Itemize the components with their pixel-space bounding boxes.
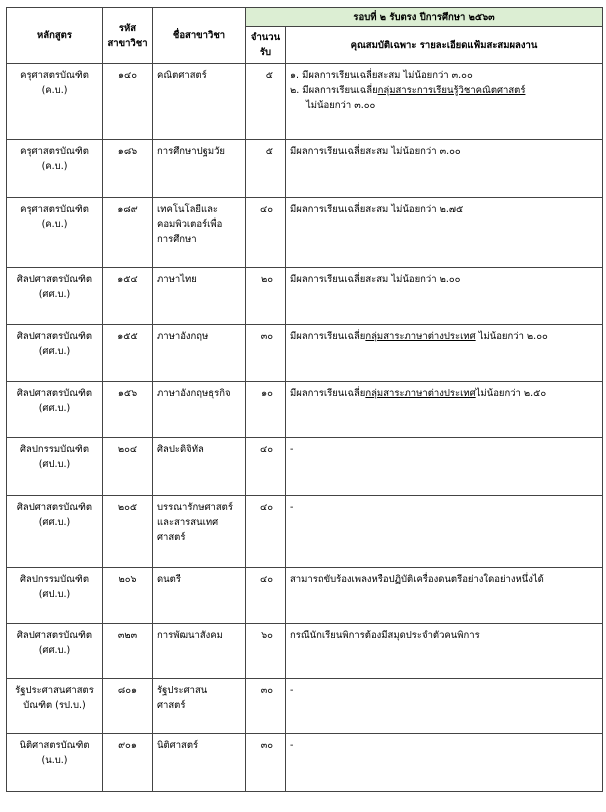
qualifications: มีผลการเรียนเฉลี่ยสะสม ไม่น้อยกว่า ๒.๐๐ [286, 268, 603, 325]
major-name: ดนตรี [153, 568, 246, 624]
admission-count: ๔๐ [246, 568, 286, 624]
program-name: ครุศาสตรบัณฑิต [20, 70, 89, 81]
qualifications: มีผลการเรียนเฉลี่ยสะสม ไม่น้อยกว่า ๒.๗๕ [286, 198, 603, 268]
table-row [7, 140, 603, 198]
admission-count: ๓๐ [246, 325, 286, 382]
major-code: ๒๐๖ [103, 568, 153, 624]
qualifications [286, 64, 603, 140]
table-row [7, 64, 603, 140]
program-abbr: (ค.บ.) [41, 219, 68, 230]
admission-count: ๔๐ [246, 198, 286, 268]
program-name: ครุศาสตรบัณฑิต [20, 204, 89, 215]
major-code: ๑๘๙ [103, 198, 153, 268]
major-code: ๒๐๕ [103, 496, 153, 568]
major-code: ๓๒๓ [103, 624, 153, 679]
qualification-line: ไม่น้อยกว่า ๓.๐๐ [306, 100, 376, 111]
table-row [7, 382, 603, 438]
major-name: เทคโนโลยีและ คอมพิวเตอร์เพื่อ การศึกษา [153, 198, 246, 268]
program-abbr: (ศศ.บ.) [38, 403, 71, 414]
underlined-subject: กลุ่มสาระภาษาต่างประเทศ [365, 388, 476, 399]
qualifications: มีผลการเรียนเฉลี่ยกลุ่มสาระภาษาต่างประเทศไม่น้อยกว่า ๒.๕๐ [286, 382, 603, 438]
table-row [7, 198, 603, 268]
qualifications: มีผลการเรียนเฉลี่ยกลุ่มสาระภาษาต่างประเทศ ไม่น้อยกว่า ๒.๐๐ [286, 325, 603, 382]
program-name: ศิลปศาสตรบัณฑิต [16, 274, 93, 285]
program-abbr: (ศป.บ.) [38, 459, 71, 470]
table-row [7, 734, 603, 792]
table-row [7, 496, 603, 568]
major-code: ๘๐๑ [103, 679, 153, 734]
table-row [7, 679, 603, 734]
header-major: ชื่อสาขาวิชา [153, 8, 246, 64]
program-name: ศิลปกรรมบัณฑิต [19, 444, 89, 455]
qualifications: กรณีนักเรียนพิการต้องมีสมุดประจำตัวคนพิการ [286, 624, 603, 679]
admission-count: ๑๐ [246, 382, 286, 438]
program-abbr: (ศป.บ.) [38, 589, 71, 600]
program-name: ศิลปศาสตรบัณฑิต [16, 331, 93, 342]
admission-count: ๕ [246, 140, 286, 198]
admission-count: ๔๐ [246, 496, 286, 568]
major-name: การพัฒนาสังคม [153, 624, 246, 679]
admission-table [6, 7, 603, 792]
qualification-line: ๒. มีผลการเรียนเฉลี่ยกลุ่มสาระการเรียนรู้วิชาคณิตศาสตร์ [290, 85, 526, 96]
program-name: ศิลปศาสตรบัณฑิต [16, 502, 93, 513]
header-count: จำนวน รับ [246, 27, 286, 64]
qualifications: - [286, 734, 603, 792]
admission-count: ๕ [246, 64, 286, 140]
admission-count: ๔๐ [246, 438, 286, 496]
table-row [7, 568, 603, 624]
major-name: นิติศาสตร์ [153, 734, 246, 792]
major-code: ๑๘๖ [103, 140, 153, 198]
major-name: บรรณารักษศาสตร์ และสารสนเทศ ศาสตร์ [153, 496, 246, 568]
major-name: การศึกษาปฐมวัย [153, 140, 246, 198]
major-code: ๒๐๔ [103, 438, 153, 496]
program-abbr: (ค.บ.) [41, 85, 68, 96]
major-code: ๑๔๐ [103, 64, 153, 140]
program-name: ครุศาสตรบัณฑิต [20, 146, 89, 157]
program-name: ศิลปกรรมบัณฑิต [19, 574, 89, 585]
table-row [7, 624, 603, 679]
program-abbr: (ศศ.บ.) [38, 517, 71, 528]
qualifications: สามารถขับร้องเพลงหรือปฏิบัติเครื่องดนตรีอย่างใดอย่างหนึ่งได้ [286, 568, 603, 624]
underlined-subject: กลุ่มสาระการเรียนรู้วิชาคณิตศาสตร์ [377, 85, 526, 96]
major-code: ๙๐๑ [103, 734, 153, 792]
admission-count: ๓๐ [246, 734, 286, 792]
table-row [7, 268, 603, 325]
qualifications: - [286, 496, 603, 568]
program-abbr: (ศศ.บ.) [38, 645, 71, 656]
underlined-subject: กลุ่มสาระภาษาต่างประเทศ [365, 331, 476, 342]
admission-count: ๒๐ [246, 268, 286, 325]
table-row [7, 438, 603, 496]
header-program: หลักสูตร [7, 8, 103, 64]
major-name: ภาษาอังกฤษธุรกิจ [153, 382, 246, 438]
program-abbr: (ค.บ.) [41, 161, 68, 172]
admission-count: ๓๐ [246, 679, 286, 734]
program-abbr: (น.บ.) [41, 755, 68, 766]
program-abbr: (ศศ.บ.) [38, 346, 71, 357]
program-name: รัฐประศาสนศาสตร [15, 685, 94, 696]
program-name: นิติศาสตรบัณฑิต [19, 740, 90, 751]
admission-count: ๖๐ [246, 624, 286, 679]
qualifications: - [286, 679, 603, 734]
qualification-line: ๑. มีผลการเรียนเฉลี่ยสะสม ไม่น้อยกว่า ๓.๐๐ [290, 70, 473, 81]
major-code: ๑๕๔ [103, 268, 153, 325]
major-name: รัฐประศาสน ศาสตร์ [153, 679, 246, 734]
major-code: ๑๕๕ [103, 325, 153, 382]
major-code: ๑๕๖ [103, 382, 153, 438]
program-abbr: (ศศ.บ.) [38, 289, 71, 300]
qualifications: มีผลการเรียนเฉลี่ยสะสม ไม่น้อยกว่า ๓.๐๐ [286, 140, 603, 198]
major-name: คณิตศาสตร์ [153, 64, 246, 140]
qualifications: - [286, 438, 603, 496]
program-name: ศิลปศาสตรบัณฑิต [16, 388, 93, 399]
header-round-title: รอบที่ ๒ รับตรง ปีการศึกษา ๒๕๖๓ [246, 8, 603, 27]
major-name: ภาษาไทย [153, 268, 246, 325]
major-name: ภาษาอังกฤษ [153, 325, 246, 382]
program-abbr: บัณฑิต (รป.บ.) [23, 700, 86, 711]
major-name: ศิลปะดิจิทัล [153, 438, 246, 496]
header-code: รหัส สาขาวิชา [103, 8, 153, 64]
header-qualifications: คุณสมบัติเฉพาะ รายละเอียดแฟ้มสะสมผลงาน [286, 27, 603, 64]
program-name: ศิลปศาสตรบัณฑิต [16, 630, 93, 641]
table-row [7, 325, 603, 382]
